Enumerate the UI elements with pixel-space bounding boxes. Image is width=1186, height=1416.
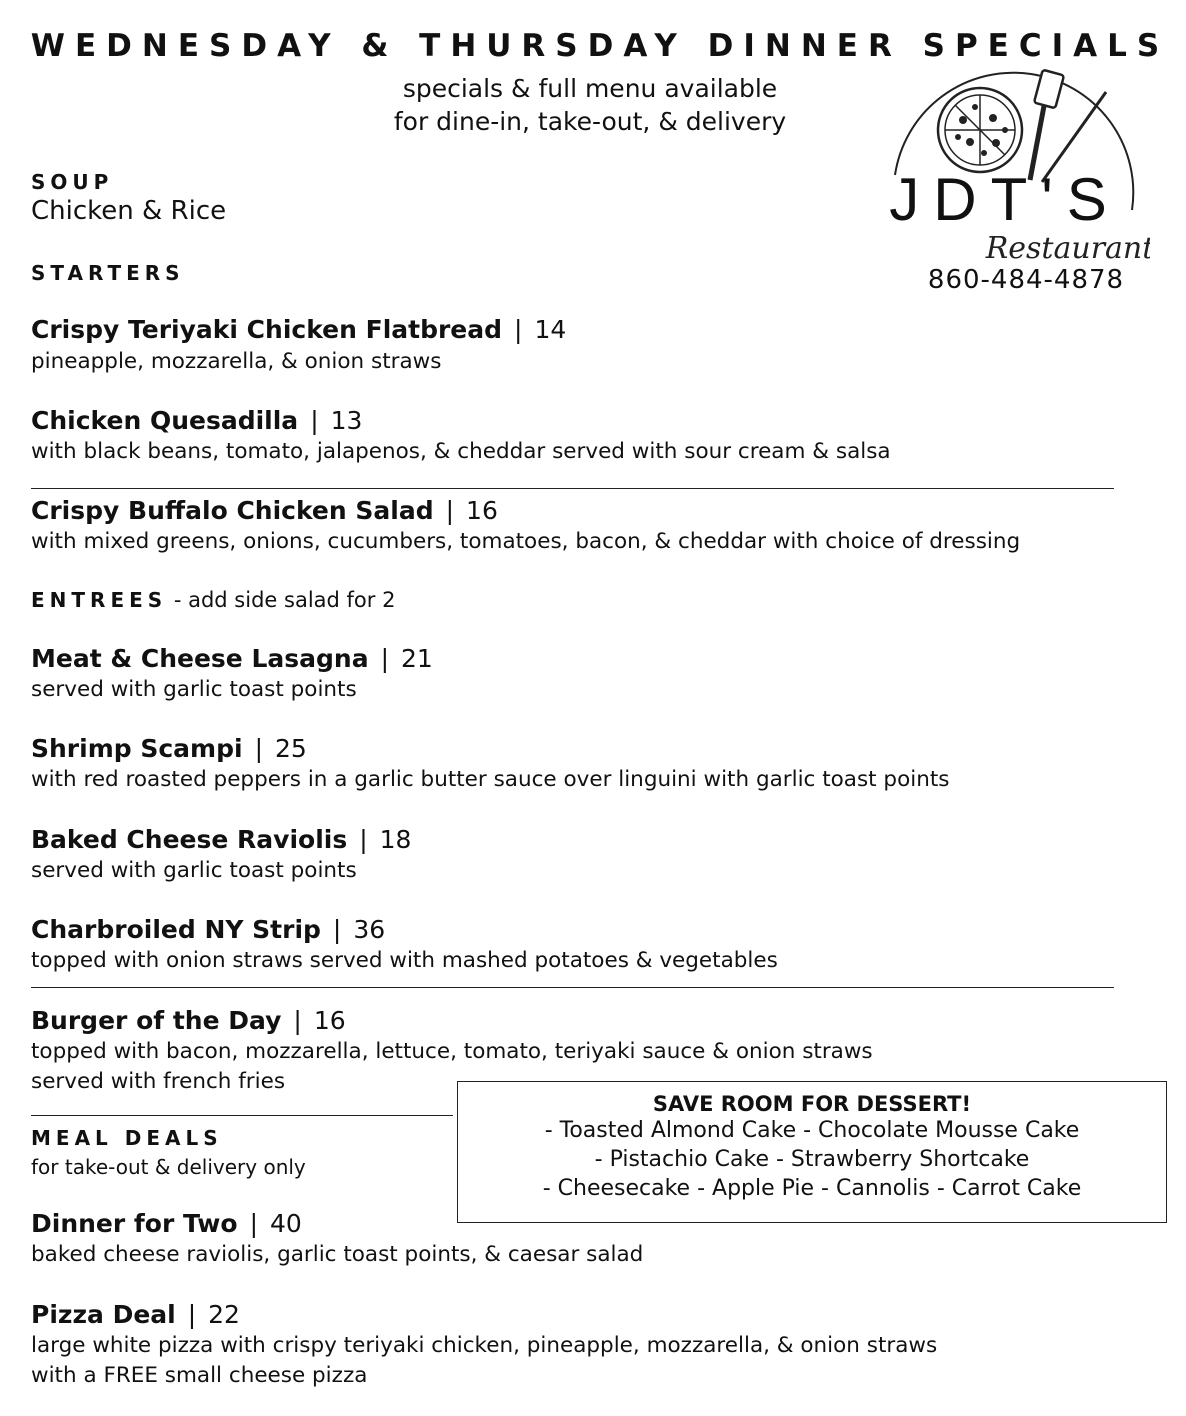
entrees-heading: ENTREES	[31, 588, 168, 612]
logo-script: Restaurant	[985, 231, 1150, 266]
item-price: 40	[270, 1209, 302, 1238]
item-name: Chicken Quesadilla	[31, 406, 299, 435]
meal-deals-note: for take-out & delivery only	[31, 1155, 306, 1179]
item-description: with mixed greens, onions, cucumbers, tomatoes, bacon, & cheddar with choice of dressing	[31, 529, 1021, 554]
entrees-note: - add side salad for 2	[167, 588, 396, 612]
divider	[31, 1115, 453, 1116]
dessert-line-1: - Toasted Almond Cake - Chocolate Mousse Cake	[544, 1118, 1080, 1143]
item-name: Baked Cheese Raviolis	[31, 825, 348, 854]
section-heading-soup: SOUP	[31, 170, 114, 194]
item-description: pineapple, mozzarella, & onion straws	[31, 349, 442, 374]
menu-item	[31, 315, 566, 344]
page-title: WEDNESDAY & THURSDAY DINNER SPECIALS	[30, 28, 1170, 64]
menu-item	[31, 915, 385, 944]
menu-item	[31, 1300, 240, 1329]
item-description: with black beans, tomato, jalapenos, & cheddar served with sour cream & salsa	[31, 439, 891, 464]
separator: |	[310, 406, 319, 435]
item-price: 16	[313, 1006, 346, 1035]
item-description: with red roasted peppers in a garlic butter sauce over linguini with garlic toast points	[31, 767, 950, 792]
divider	[31, 987, 1114, 988]
item-description: baked cheese raviolis, garlic toast points, & caesar salad	[31, 1242, 644, 1267]
item-price: 18	[379, 825, 412, 854]
item-description: served with garlic toast points	[31, 858, 357, 883]
item-description: topped with bacon, mozzarella, lettuce, tomato, teriyaki sauce & onion straws	[31, 1039, 873, 1064]
item-price: 16	[466, 496, 498, 525]
section-heading-entrees	[31, 588, 395, 612]
menu-item	[31, 644, 433, 673]
soup-item: Chicken & Rice	[31, 196, 227, 226]
divider	[31, 488, 1114, 489]
item-name: Crispy Buffalo Chicken Salad	[31, 496, 434, 525]
menu-item	[31, 1209, 302, 1238]
separator: |	[445, 496, 455, 525]
subtitle-line-1: specials & full menu available	[402, 74, 778, 103]
item-name: Shrimp Scampi	[31, 734, 243, 763]
separator: |	[380, 644, 390, 673]
item-price: 21	[401, 644, 433, 673]
item-price: 22	[208, 1300, 240, 1329]
separator: |	[249, 1209, 259, 1238]
menu-item	[31, 1006, 346, 1035]
item-description-2: served with french fries	[31, 1069, 286, 1094]
item-price: 36	[353, 915, 386, 944]
menu-item	[31, 734, 307, 763]
separator: |	[187, 1300, 197, 1329]
item-name: Burger of the Day	[31, 1006, 282, 1035]
dessert-line-3: - Cheesecake - Apple Pie - Cannolis - Carrot Cake	[542, 1176, 1082, 1201]
dessert-line-2: - Pistachio Cake - Strawberry Shortcake	[594, 1147, 1030, 1172]
separator: |	[359, 825, 368, 854]
dessert-box	[457, 1081, 1167, 1223]
menu-item	[31, 496, 498, 525]
menu-item	[31, 406, 362, 435]
item-price: 14	[534, 315, 567, 344]
phone-number: 860-484-4878	[927, 265, 1125, 295]
item-description-2: with a FREE small cheese pizza	[31, 1363, 368, 1388]
item-name: Meat & Cheese Lasagna	[31, 644, 369, 673]
item-price: 25	[275, 734, 307, 763]
logo-name: JDT'S	[889, 166, 1121, 233]
dessert-heading: SAVE ROOM FOR DESSERT!	[652, 1092, 972, 1116]
section-heading-meal-deals: MEAL DEALS	[31, 1126, 223, 1150]
menu-item	[31, 825, 411, 854]
separator: |	[332, 915, 342, 944]
item-description: topped with onion straws served with mashed potatoes & vegetables	[31, 948, 778, 973]
item-description: served with garlic toast points	[31, 677, 357, 702]
item-name: Pizza Deal	[31, 1300, 176, 1329]
item-description: large white pizza with crispy teriyaki chicken, pineapple, mozzarella, & onion straws	[31, 1333, 938, 1358]
separator: |	[293, 1006, 302, 1035]
item-name: Charbroiled NY Strip	[31, 915, 321, 944]
item-name: Crispy Teriyaki Chicken Flatbread	[31, 315, 503, 344]
item-name: Dinner for Two	[31, 1209, 238, 1238]
section-heading-starters: STARTERS	[31, 261, 185, 285]
separator: |	[254, 734, 263, 763]
separator: |	[514, 315, 523, 344]
item-price: 13	[330, 406, 363, 435]
subtitle-line-2: for dine-in, take-out, & delivery	[393, 107, 787, 136]
